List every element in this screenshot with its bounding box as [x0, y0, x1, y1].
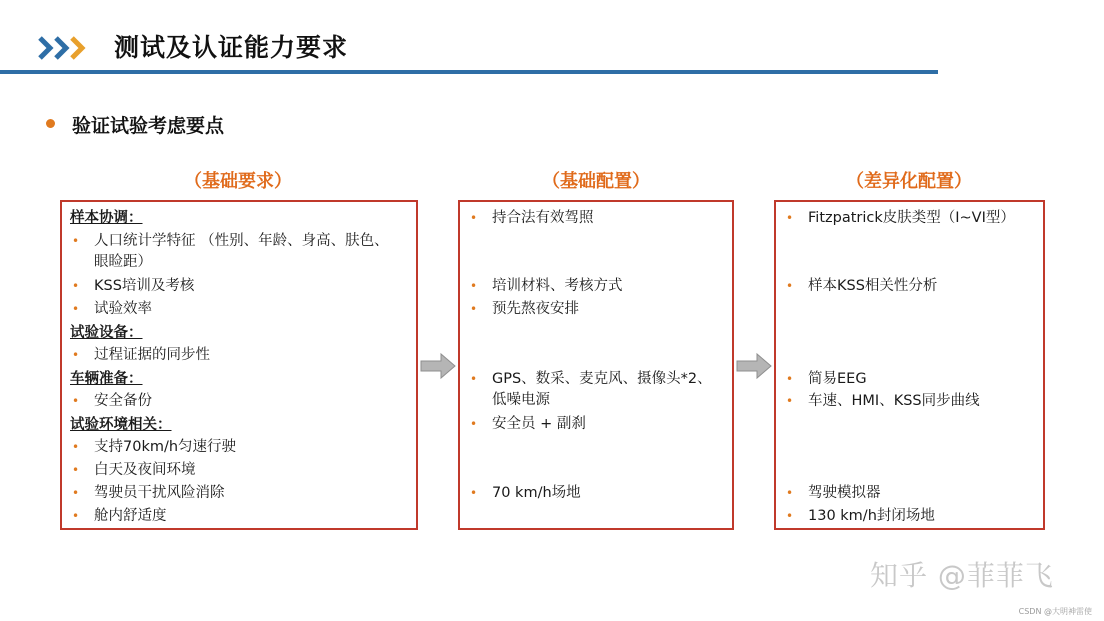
- list-item: • 过程证据的同步性: [70, 345, 408, 366]
- section-title: 验证试验考虑要点: [72, 115, 225, 137]
- group-title: 样本协调：: [70, 210, 143, 226]
- bullet-icon: •: [72, 440, 80, 454]
- basic-config-box: [458, 200, 734, 530]
- list-item: • 驾驶员干扰风险消除: [70, 483, 408, 504]
- group-title: 试验设备：: [70, 325, 143, 341]
- list-item: • 驾驶模拟器: [784, 483, 1035, 504]
- list-item: • 车速、HMI、KSS同步曲线: [784, 391, 1035, 412]
- page-title: 测试及认证能力要求: [114, 33, 349, 62]
- column-header-diff-config: （差异化配置）: [846, 171, 972, 192]
- list-item: • 130 km/h封闭场地: [784, 506, 1035, 527]
- list-item: • 支持70km/h匀速行驶: [70, 437, 408, 458]
- bullet-icon: •: [786, 486, 794, 500]
- list-item: • 样本KSS相关性分析: [784, 276, 1035, 297]
- credit-text: CSDN @大明神雷使: [1018, 607, 1092, 616]
- right-arrow-icon: [419, 351, 457, 381]
- column-header-basic-requirements: （基础要求）: [184, 171, 292, 192]
- bullet-icon: •: [786, 372, 794, 386]
- bullet-icon: •: [72, 509, 80, 523]
- basic-requirements-box: [60, 200, 418, 530]
- list-item: • 预先熬夜安排: [468, 299, 724, 320]
- bullet-icon: •: [470, 417, 478, 431]
- bullet-icon: •: [470, 486, 478, 500]
- list-item: • 持合法有效驾照: [468, 208, 724, 229]
- bullet-icon: •: [470, 302, 478, 316]
- list-item: • KSS培训及考核: [70, 276, 408, 297]
- bullet-icon: •: [470, 279, 478, 293]
- bullet-icon: •: [72, 348, 80, 362]
- column-header-basic-config: （基础配置）: [542, 171, 650, 192]
- bullet-icon: •: [470, 372, 478, 386]
- group-title: 车辆准备：: [70, 371, 143, 387]
- list-item: • 培训材料、考核方式: [468, 276, 724, 297]
- list-item: • 安全员 + 副刹: [468, 414, 724, 435]
- right-arrow-icon: [735, 351, 773, 381]
- bullet-icon: •: [786, 509, 794, 523]
- bullet-icon: •: [786, 394, 794, 408]
- bullet-icon: •: [72, 234, 80, 248]
- list-item: • 舱内舒适度: [70, 506, 408, 527]
- bullet-icon: •: [72, 394, 80, 408]
- list-item: • 70 km/h场地: [468, 483, 724, 504]
- list-item-continued: 眼睑距）: [94, 254, 152, 270]
- list-item: • 白天及夜间环境: [70, 460, 408, 481]
- bullet-icon: •: [786, 211, 794, 225]
- list-item: • 试验效率: [70, 299, 408, 320]
- list-item: • Fitzpatrick皮肤类型（I~VI型）: [784, 208, 1035, 229]
- list-item: • 人口统计学特征 （性别、年龄、身高、肤色、: [70, 231, 408, 252]
- list-item: • 安全备份: [70, 391, 408, 412]
- list-item: • 简易EEG: [784, 369, 1035, 390]
- list-item: • GPS、数采、麦克风、摄像头*2、: [468, 369, 724, 390]
- bullet-icon: •: [470, 211, 478, 225]
- title-underline: [0, 70, 938, 74]
- bullet-icon: •: [786, 279, 794, 293]
- bullet-icon: •: [72, 463, 80, 477]
- chevrons-icon: [38, 34, 90, 62]
- bullet-icon: •: [72, 486, 80, 500]
- section-bullet-icon: [46, 119, 55, 128]
- diff-config-box: [774, 200, 1045, 530]
- bullet-icon: •: [72, 279, 80, 293]
- list-item-continued: 低噪电源: [492, 392, 550, 408]
- bullet-icon: •: [72, 302, 80, 316]
- watermark-text: 知乎 @菲菲飞: [870, 559, 1054, 592]
- group-title: 试验环境相关：: [70, 417, 172, 433]
